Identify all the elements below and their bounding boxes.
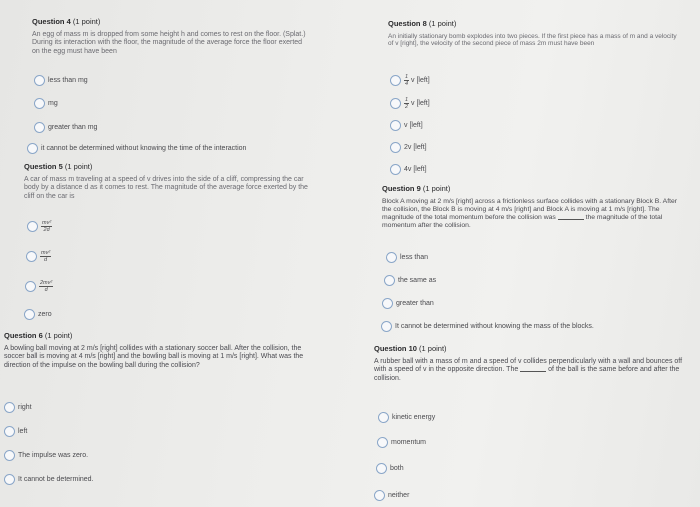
q6-option-3[interactable] [4, 450, 88, 461]
radio-button[interactable] [390, 120, 401, 131]
fraction: $\frac{\text{2mv²}}{d}$ [40, 280, 53, 293]
question-6-text: A bowling ball moving at 2 m/s [right] collides with a stationary soccer ball. After the collision, the soccer ball is moving at 4 m/s [right] and the bowling ball is moving at 1 m/s [right]. What was the direction of the impulse on the bowling ball during the collision? [4, 344, 304, 369]
q9-option-2[interactable] [384, 275, 436, 286]
question-6-title: Question 6 [4, 331, 43, 340]
fraction: $\frac{1}{4}$ [405, 74, 409, 87]
option-label: left [18, 428, 28, 435]
radio-button[interactable] [4, 450, 15, 461]
radio-button[interactable] [386, 252, 397, 263]
question-5-text: A car of mass m traveling at a speed of v drives into the side of a cliff, compressing the car body by a distance d as it comes to rest. The magnitude of the average force exerted by the cliff on the car is [24, 175, 308, 200]
question-4-text: An egg of mass m is dropped from some height h and comes to rest on the floor. (Splat.) During its interaction with the floor, the magnitude of the average force the floor exerted on the egg must have been [32, 30, 306, 55]
question-10-title: Question 10 [374, 344, 417, 353]
option-label: The impulse was zero. [18, 452, 89, 459]
option-label: 2v [left] [404, 144, 427, 151]
radio-button[interactable] [377, 437, 388, 448]
q5-option-4[interactable] [24, 309, 52, 320]
q6-option-2[interactable] [4, 426, 27, 437]
option-label: greater than mg [48, 124, 98, 131]
q6-option-1[interactable] [4, 402, 32, 413]
q8-option-1[interactable]: $\frac{1}{4}$ v [left] [390, 74, 430, 87]
radio-button[interactable] [4, 426, 15, 437]
q10-option-3[interactable] [376, 463, 404, 474]
question-4 [32, 18, 322, 56]
question-9 [382, 185, 692, 230]
option-label: neither [388, 492, 410, 499]
radio-button[interactable] [27, 143, 38, 154]
radio-button[interactable] [34, 75, 45, 86]
fraction: $\frac{\text{mv²}}{d}$ [41, 250, 51, 263]
option-label: greater than [396, 300, 434, 307]
option-label: kinetic energy [392, 414, 436, 421]
radio-button[interactable] [376, 463, 387, 474]
q8-option-4[interactable] [390, 142, 427, 153]
q4-option-4[interactable] [27, 143, 246, 154]
option-label: zero [38, 311, 52, 318]
option-label: both [390, 465, 404, 472]
q8-option-2[interactable]: $\frac{1}{2}$ v [left] [390, 97, 430, 110]
option-label: right [18, 404, 32, 411]
question-8-points: (1 point) [428, 19, 457, 28]
option-label: less than [400, 254, 429, 261]
question-6-points: (1 point) [44, 331, 73, 340]
right-column [352, 0, 700, 507]
question-9-points: (1 point) [422, 184, 451, 193]
question-5-points: (1 point) [64, 162, 93, 171]
radio-button[interactable] [26, 251, 37, 262]
question-4-title: Question 4 [32, 17, 71, 26]
q9-option-3[interactable] [382, 298, 434, 309]
option-label: it cannot be determined without knowing the time of the interaction [41, 145, 247, 152]
question-8-text: An initially stationary bomb explodes into two pieces. If the first piece has a mass of m and a velocity of v [right], the velocity of the second piece of mass 2m must have been [388, 32, 677, 47]
question-10-text: A rubber ball with a mass of m and a speed of v collides perpendicularly with a wall and bounces off with a speed of v in the opposite direction. The of the ball is the same before and after the collision. [374, 357, 683, 382]
option-label: the same as [398, 277, 437, 284]
question-9-text: Block A moving at 2 m/s [right] across a frictionless surface collides with a stationary Block B. After the collision, the Block B is moving at 4 m/s [right] and Block A is moving at 1 m/s [right]. The magnitude of the total momentum before the collision was the magnitude of the total momentum after the collision. [382, 197, 678, 229]
question-8-title: Question 8 [388, 19, 427, 28]
radio-button[interactable] [27, 221, 38, 232]
q10-option-1[interactable] [378, 412, 435, 423]
radio-button[interactable] [34, 98, 45, 109]
q10-option-4[interactable] [374, 490, 409, 501]
q8-option-5[interactable] [390, 164, 427, 175]
q4-option-2[interactable] [34, 98, 58, 109]
question-6 [4, 332, 314, 370]
radio-button[interactable] [382, 298, 393, 309]
question-4-points: (1 point) [72, 17, 101, 26]
option-label: less than mg [48, 77, 88, 84]
radio-button[interactable] [390, 164, 401, 175]
question-10-points: (1 point) [419, 344, 447, 353]
option-label: 4v [left] [404, 166, 427, 173]
q4-option-3[interactable] [34, 122, 97, 133]
radio-button[interactable] [390, 142, 401, 153]
q6-option-4[interactable] [4, 474, 94, 485]
radio-button[interactable] [34, 122, 45, 133]
option-label: It cannot be determined. [18, 476, 94, 483]
question-8 [388, 20, 688, 48]
question-5 [24, 163, 324, 201]
option-label: mg [48, 100, 58, 107]
option-label: v [left] [404, 122, 423, 129]
q5-option-3[interactable] [25, 280, 53, 293]
q8-option-3[interactable] [390, 120, 423, 131]
option-label: It cannot be determined without knowing the mass of the blocks. [395, 323, 594, 330]
radio-button[interactable] [25, 281, 36, 292]
question-5-title: Question 5 [24, 162, 63, 171]
option-label: momentum [391, 439, 427, 446]
question-9-title: Question 9 [382, 184, 421, 193]
radio-button[interactable] [24, 309, 35, 320]
q9-option-4[interactable] [381, 321, 594, 332]
radio-button[interactable] [390, 98, 401, 109]
q9-option-1[interactable] [386, 252, 428, 263]
answer-blank [558, 219, 584, 220]
radio-button[interactable] [390, 75, 401, 86]
answer-blank [520, 371, 546, 372]
q5-option-2[interactable] [26, 250, 51, 263]
radio-button[interactable] [4, 474, 15, 485]
question-10 [374, 345, 696, 383]
radio-button[interactable] [381, 321, 392, 332]
radio-button[interactable] [384, 275, 395, 286]
radio-button[interactable] [378, 412, 389, 423]
q5-option-1[interactable] [27, 220, 52, 233]
radio-button[interactable] [374, 490, 385, 501]
fraction: $\frac{\text{mv²}}{2d}$ [42, 220, 52, 233]
radio-button[interactable] [4, 402, 15, 413]
fraction: $\frac{1}{2}$ [405, 97, 409, 110]
q10-option-2[interactable] [377, 437, 426, 448]
q4-option-1[interactable] [34, 75, 88, 86]
